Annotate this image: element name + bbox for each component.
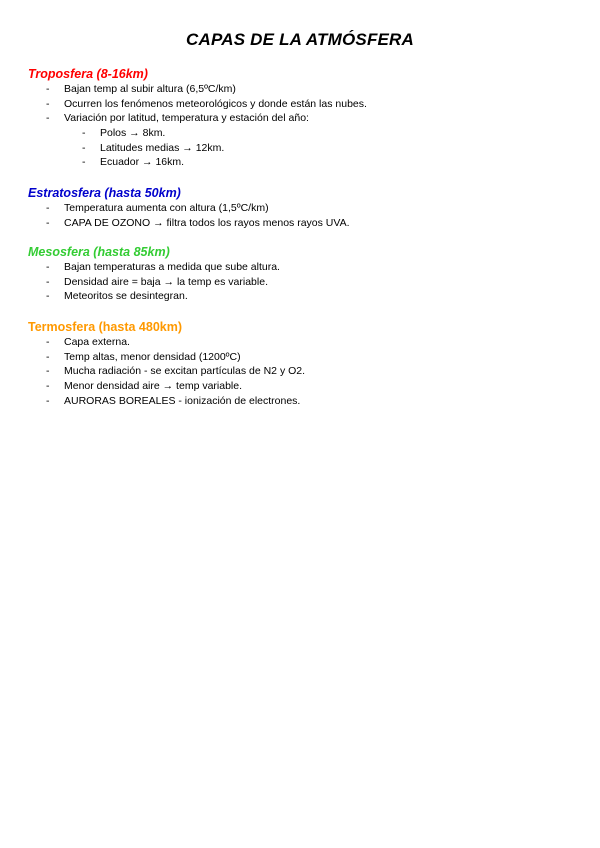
list-troposfera <box>28 82 568 170</box>
bullet-dash: - <box>82 156 86 169</box>
bullet-dash: - <box>46 261 50 273</box>
list-item <box>28 97 568 112</box>
list-item-text: Temperatura aumenta con altura (1,5ºC/km) <box>64 202 269 214</box>
list-item <box>28 260 568 275</box>
section-estratosfera <box>28 185 568 230</box>
bullet-dash: - <box>46 216 50 229</box>
bullet-dash: - <box>46 112 50 125</box>
list-item-text: Bajan temperaturas a medida que sube altura. <box>64 261 280 273</box>
sub-list-item <box>28 155 568 170</box>
list-item <box>28 275 568 290</box>
list-item-text: Polos → 8km. <box>100 127 166 140</box>
bullet-dash: - <box>82 141 86 154</box>
bullet-dash: - <box>46 97 50 110</box>
list-item <box>28 364 568 379</box>
bullet-dash: - <box>82 127 86 140</box>
bullet-dash: - <box>46 380 50 393</box>
list-item <box>28 350 568 365</box>
list-item-text: Ecuador → 16km. <box>100 156 185 169</box>
list-item <box>28 111 568 126</box>
sub-list-item <box>28 141 568 156</box>
list-mesosfera <box>28 260 568 304</box>
list-item <box>28 82 568 97</box>
list-item-text: Mucha radiación - se excitan partículas de N2 y O2. <box>64 365 306 378</box>
section-termosfera <box>28 319 568 408</box>
bullet-dash: - <box>46 394 50 407</box>
list-termosfera <box>28 335 568 408</box>
list-item <box>28 379 568 394</box>
list-item-text: Ocurren los fenómenos meteorológicos y donde están las nubes. <box>64 97 367 110</box>
bullet-dash: - <box>46 275 50 288</box>
list-item <box>28 335 568 350</box>
page-title: CAPAS DE LA ATMÓSFERA <box>185 30 415 49</box>
list-item-text: Menor densidad aire → temp variable. <box>64 380 243 393</box>
sub-list-item <box>28 126 568 141</box>
list-item-text: CAPA DE OZONO → filtra todos los rayos menos rayos UVA. <box>64 216 350 229</box>
section-mesosfera <box>28 244 568 304</box>
section-heading-troposfera: Troposfera (8-16km) <box>28 67 148 81</box>
list-item-text: Meteoritos se desintegran. <box>64 290 188 303</box>
list-item-text: Temp altas, menor densidad (1200ºC) <box>64 350 241 363</box>
section-troposfera <box>28 66 568 170</box>
section-heading-estratosfera: Estratosfera (hasta 50km) <box>28 186 181 200</box>
list-item <box>28 201 568 216</box>
bullet-dash: - <box>46 350 50 363</box>
list-item-text: Variación por latitud, temperatura y estación del año: <box>64 112 309 125</box>
list-item-text: Latitudes medias → 12km. <box>100 141 225 154</box>
bullet-dash: - <box>46 202 50 214</box>
list-estratosfera <box>28 201 568 230</box>
list-item-text: Bajan temp al subir altura (6,5ºC/km) <box>64 83 236 95</box>
section-heading-mesosfera: Mesosfera (hasta 85km) <box>28 245 170 259</box>
bullet-dash: - <box>46 365 50 378</box>
bullet-dash: - <box>46 290 50 303</box>
section-heading-termosfera: Termosfera (hasta 480km) <box>28 320 183 334</box>
list-item-text: AURORAS BOREALES - ionización de electrones. <box>64 394 301 407</box>
list-item-text: Densidad aire = baja → la temp es variable. <box>64 275 268 288</box>
list-item-text: Capa externa. <box>64 336 130 348</box>
list-item <box>28 394 568 409</box>
list-item <box>28 289 568 304</box>
bullet-dash: - <box>46 336 50 348</box>
list-item <box>28 216 568 231</box>
bullet-dash: - <box>46 83 50 95</box>
